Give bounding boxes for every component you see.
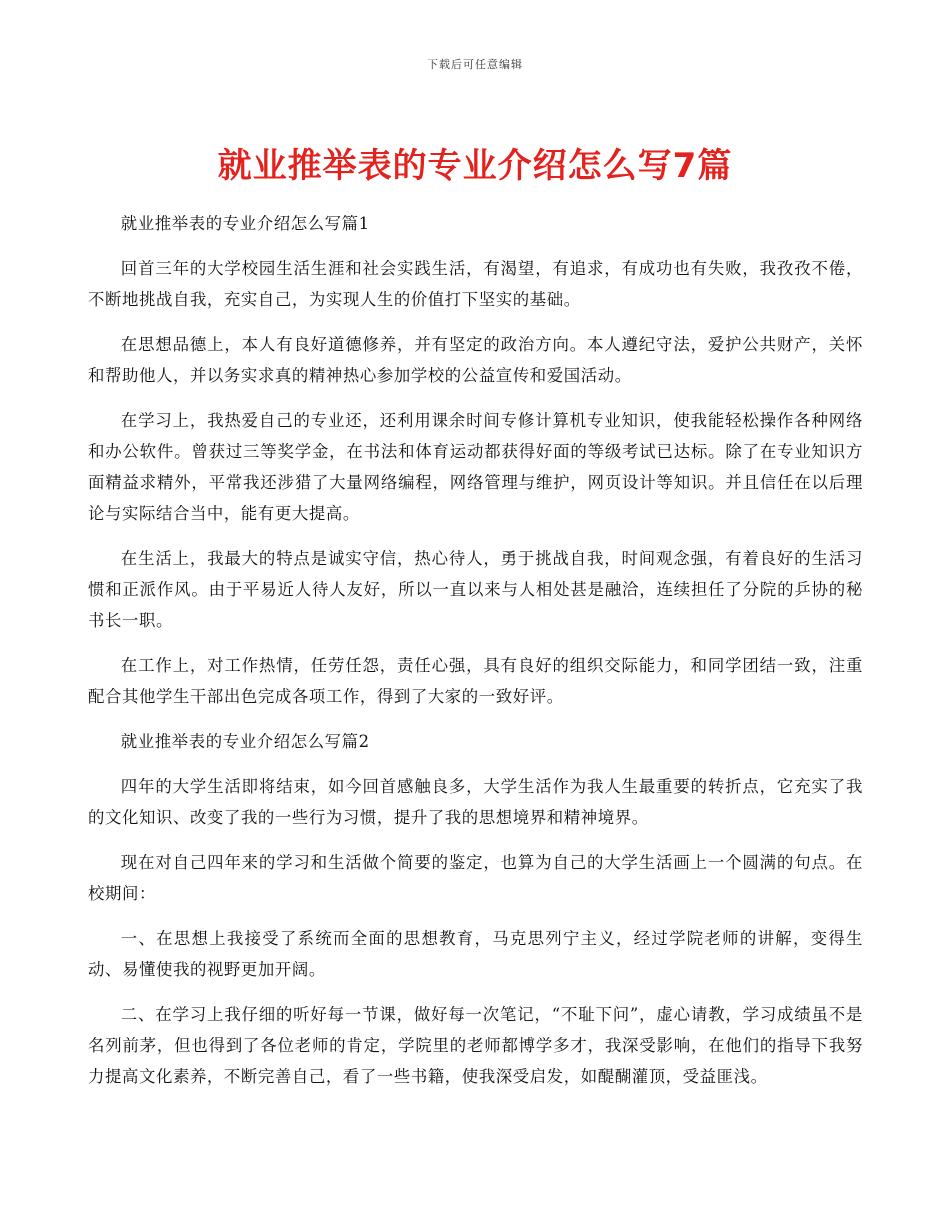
paragraph: 在学习上，我热爱自己的专业还，还利用课余时间专修计算机专业知识，使我能轻松操作各种网络和办公软件。曾获过三等奖学金，在书法和体育运动都获得好面的等级考试已达标。除了在专业知识方面精益求精外，平常我还涉猎了大量网络编程，网络管理与维护，网页设计等知识。并且信任在以后理论与实际结合当中，能有更大提高。 xyxy=(88,411,863,523)
section-heading-2: 就业推举表的专业介绍怎么写篇2 xyxy=(120,732,370,751)
paragraph: 在生活上，我最大的特点是诚实守信，热心待人，勇于挑战自我，时间观念强，有着良好的生活习惯和正派作风。由于平易近人待人友好，所以一直以来与人相处甚是融洽，连续担任了分院的乒协的秘书长一职。 xyxy=(88,549,863,630)
paragraph: 一、在思想上我接受了系统而全面的思想教育，马克思列宁主义，经过学院老师的讲解，变得生动、易懂使我的视野更加开阔。 xyxy=(88,929,863,979)
paragraph: 现在对自己四年来的学习和生活做个简要的鉴定，也算为自己的大学生活画上一个圆满的句点。在校期间： xyxy=(88,853,863,903)
document-title: 就业推举表的专业介绍怎么写7篇 xyxy=(217,146,733,186)
paragraph: 四年的大学生活即将结束，如今回首感触良多，大学生活作为我人生最重要的转折点，它充实了我的文化知识、改变了我的一些行为习惯，提升了我的思想境界和精神境界。 xyxy=(88,777,863,827)
section-heading-1: 就业推举表的专业介绍怎么写篇1 xyxy=(120,214,370,233)
header-note: 下载后可任意编辑 xyxy=(427,58,523,71)
paragraph: 二、在学习上我仔细的听好每一节课，做好每一次笔记，“不耻下问”，虚心请教，学习成绩虽不是名列前茅，但也得到了各位老师的肯定，学院里的老师都博学多才，我深受影响，在他们的指导下我努力提高文化素养，不断完善自己，看了一些书籍，使我深受启发，如醍醐灌顶，受益匪浅。 xyxy=(88,1005,863,1086)
paragraph: 回首三年的大学校园生活生涯和社会实践生活，有渴望，有追求，有成功也有失败，我孜孜不倦，不断地挑战自我，充实自己，为实现人生的价值打下坚实的基础。 xyxy=(88,259,863,309)
document-body xyxy=(88,208,863,1106)
paragraph: 在思想品德上，本人有良好道德修养，并有坚定的政治方向。本人遵纪守法，爱护公共财产，关怀和帮助他人，并以务实求真的精神热心参加学校的公益宣传和爱国活动。 xyxy=(88,335,863,385)
paragraph: 在工作上，对工作热情，任劳任怨，责任心强，具有良好的组织交际能力，和同学团结一致，注重配合其他学生干部出色完成各项工作，得到了大家的一致好评。 xyxy=(88,656,863,706)
